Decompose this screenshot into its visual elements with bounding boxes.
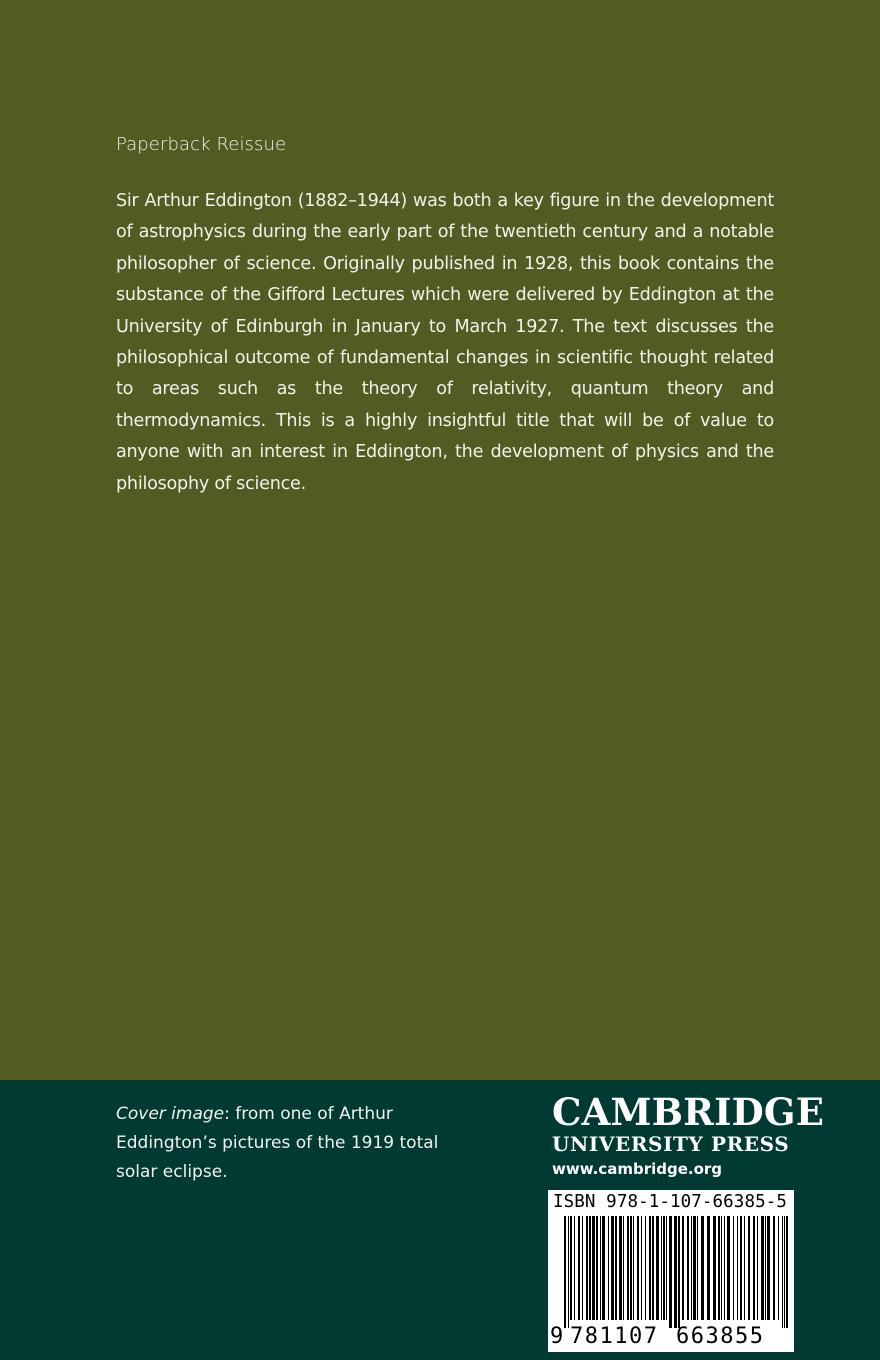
barcode-bar [586,1216,588,1320]
barcode-bar [608,1216,609,1320]
barcode-bar [784,1216,785,1328]
barcode-bar [623,1216,624,1320]
barcode-bar [582,1216,583,1320]
barcode-bar [757,1216,758,1320]
barcode-bar [564,1216,566,1328]
cover-credit-text: : from one of Arthur Eddington’s pictures of the 1919 total solar eclipse. [116,1104,439,1182]
barcode-bar [611,1216,614,1320]
barcode-bar [687,1216,689,1320]
publisher-logo [552,1090,825,1180]
barcode-bar [652,1216,654,1320]
barcode-bar [767,1216,770,1320]
barcode-bar [786,1216,788,1328]
barcode-bar [773,1216,775,1320]
barcode-bar [748,1216,750,1320]
isbn-barcode [548,1190,794,1352]
barcode-bar [570,1216,572,1320]
barcode-bar [666,1216,667,1320]
barcode-bar [669,1216,672,1328]
barcode-bar [596,1216,598,1320]
barcode-bar [619,1216,622,1320]
cover-image-credit [116,1100,476,1187]
barcode-bar [744,1216,745,1320]
barcode-bars [564,1216,790,1328]
barcode-digit-group-left: 781107 [570,1324,659,1349]
barcode-first-digit: 9 [550,1324,564,1349]
barcode-bar [574,1216,575,1320]
barcode-bar [615,1216,617,1320]
barcode-bar [740,1216,742,1320]
barcode-bar [753,1216,755,1320]
barcode-bar [765,1216,766,1320]
barcode-bar [674,1216,677,1328]
publisher-subtitle: UNIVERSITY PRESS [552,1132,790,1156]
barcode-bar [633,1216,634,1320]
barcode-bar [778,1216,779,1320]
barcode-bar [663,1216,665,1320]
barcode-bar [637,1216,639,1320]
isbn-label: ISBN 978-1-107-66385-5 [553,1192,787,1212]
barcode-digit-group-right: 663855 [676,1324,765,1349]
barcode-bar [661,1216,662,1320]
barcode-bar [761,1216,764,1320]
cover-credit-lead: Cover image [116,1104,225,1124]
barcode-digits [548,1324,794,1350]
barcode-bar [641,1216,642,1320]
barcode-bar [707,1216,710,1320]
barcode-bar [645,1216,646,1320]
barcode-bar [727,1216,730,1320]
barcode-bar [782,1216,783,1328]
barcode-bar [627,1216,629,1320]
edition-label: Paperback Reissue [116,134,287,155]
barcode-bar [693,1216,696,1320]
barcode-bar [691,1216,692,1320]
barcode-bar [568,1216,569,1328]
barcode-bar [718,1216,720,1320]
publisher-name: CAMBRIDGE [552,1090,825,1134]
barcode-bar [737,1216,738,1320]
barcode-bar [656,1216,659,1320]
barcode-bar [600,1216,601,1320]
barcode-bar [682,1216,684,1320]
barcode-bar [649,1216,651,1320]
barcode-bar [721,1216,722,1320]
barcode-bar [589,1216,591,1320]
publisher-url: www.cambridge.org [552,1160,723,1178]
barcode-bar [592,1216,595,1320]
barcode-bar [733,1216,734,1320]
book-description: Sir Arthur Eddington (1882–1944) was both a key figure in the development of astrophysics during the early part of the twentieth century and a notable philosopher of science. Originally published in 1928, this book contains the substance of the Gifford Lectures which were delivered by Eddington at the University of Edinburgh in January to March 1927. The text discusses the philosophical outcome of fundamental changes in scientific thought related to areas such as the theory of relativity, quantum theory and thermodynamics. This is a highly insightful title that will be of value to anyone with an interest in Eddington, the development of physics and the philosophy of science. [116,191,774,494]
barcode-bar [630,1216,632,1320]
barcode-bar [678,1216,680,1328]
barcode-bar [724,1216,725,1320]
barcode-bar [713,1216,716,1320]
barcode-bar [697,1216,698,1320]
barcode-bar [602,1216,605,1320]
barcode-bar [701,1216,704,1320]
barcode-bar [578,1216,580,1320]
